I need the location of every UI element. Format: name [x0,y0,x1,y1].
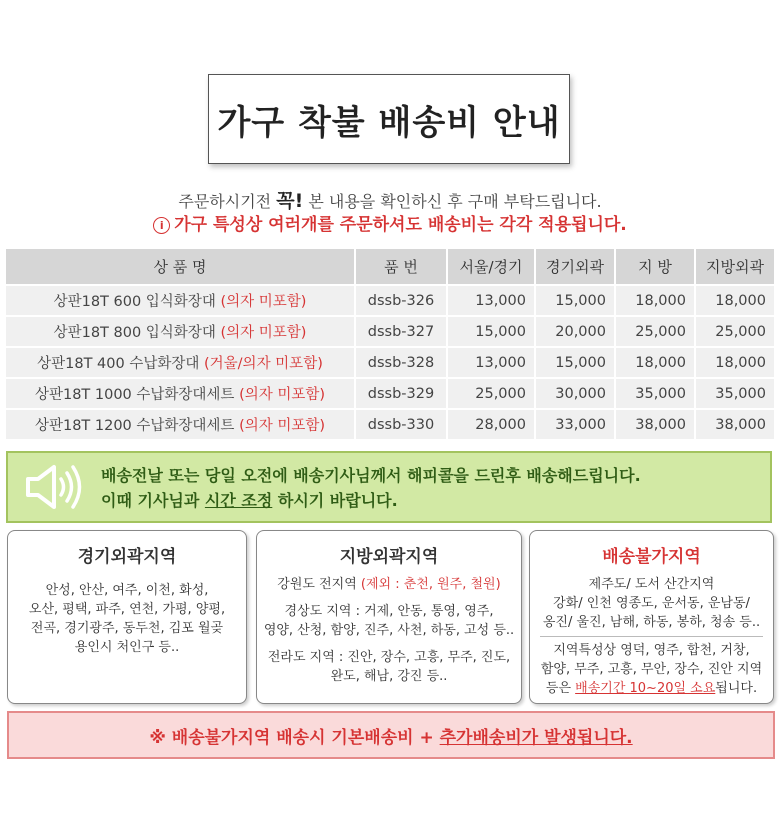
header-product-code: 품 번 [356,249,448,284]
delivery-notice [6,451,772,523]
product-name: 상판18T 600 입식화장대 (의자 미포함) [6,284,356,315]
header-local: 지 방 [616,249,696,284]
price-seoul: 15,000 [448,315,536,346]
table-row [6,377,774,408]
region-body: 강원도 전지역 (제외 : 춘천, 원주, 철원) 경상도 지역 : 거제, 안동, 통영, 영주, 영양, 산청, 함양, 진주, 사천, 하동, 고성 등.. 전라도 지역 : 진안, 장수, 고흥, 무주, 진도, 완도, 해남, 강진 등.. [263,577,515,684]
price-local-outer: 18,000 [696,284,774,315]
info-icon: i [153,217,170,234]
price-gyeonggi-outer: 15,000 [536,346,616,377]
table-row [6,315,774,346]
price-gyeonggi-outer: 33,000 [536,408,616,439]
product-code: dssb-328 [356,346,448,377]
price-seoul: 28,000 [448,408,536,439]
table-row [6,346,774,377]
header-local-outer: 지방외곽 [696,249,774,284]
region-undeliverable [529,530,774,704]
title-box [208,74,570,164]
table-row [6,284,774,315]
product-name: 상판18T 1200 수납화장대세트 (의자 미포함) [6,408,356,439]
table-header-row [6,249,774,284]
region-body: 제주도/ 도서 산간지역 강화/ 인천 영종도, 운서동, 운남동/ 옹진/ 울진, 남해, 하동, 봉하, 청송 등.. [542,577,761,630]
price-local: 25,000 [616,315,696,346]
price-local-outer: 18,000 [696,346,774,377]
region-title: 지방외곽지역 [339,547,439,567]
region-local-outer [256,530,522,704]
price-local-outer: 38,000 [696,408,774,439]
region-title: 경기외곽지역 [77,547,177,567]
price-gyeonggi-outer: 30,000 [536,377,616,408]
intro-line-2: i 가구 특성상 여러개를 주문하셔도 배송비는 각각 적용됩니다. [0,210,780,235]
intro-line-1: 주문하시기전 꼭! 본 내용을 확인하신 후 구매 부탁드립니다. [178,190,602,212]
region-body: 안성, 안산, 여주, 이천, 화성, 오산, 평택, 파주, 연천, 가평, 양평, 전곡, 경기광주, 동두천, 김포 월곶 용인시 처인구 등.. [28,583,226,655]
emphasis-text: 꼭! [276,190,304,212]
region-title: 배송불가지역 [602,547,701,567]
divider [540,636,763,637]
price-local-outer: 25,000 [696,315,774,346]
price-local-outer: 35,000 [696,377,774,408]
product-code: dssb-327 [356,315,448,346]
product-code: dssb-326 [356,284,448,315]
product-code: dssb-330 [356,408,448,439]
price-gyeonggi-outer: 15,000 [536,284,616,315]
speaker-icon [24,463,86,515]
notice-line-2: 이때 기사님과 시간 조정 하시기 바랍니다. [101,491,398,510]
product-name: 상판18T 1000 수납화장대세트 (의자 미포함) [6,377,356,408]
price-seoul: 13,000 [448,346,536,377]
price-local: 38,000 [616,408,696,439]
header-gyeonggi-outer: 경기외곽 [536,249,616,284]
price-seoul: 13,000 [448,284,536,315]
page-title: 가구 착불 배송비 안내 [217,102,561,143]
price-seoul: 25,000 [448,377,536,408]
price-gyeonggi-outer: 20,000 [536,315,616,346]
price-local: 35,000 [616,377,696,408]
region-special-note: 지역특성상 영덕, 영주, 합천, 거창, 함양, 무주, 고흥, 무안, 장수, 진안 지역 등은 배송기간 10~20일 소요됩니다. [540,643,763,696]
notice-line-1: 배송전날 또는 당일 오전에 배송기사님께서 해피콜을 드린후 배송해드립니다. [101,466,641,485]
header-product-name: 상 품 명 [6,249,356,284]
product-name: 상판18T 800 입식화장대 (의자 미포함) [6,315,356,346]
header-seoul: 서울/경기 [448,249,536,284]
price-local: 18,000 [616,284,696,315]
table-row [6,408,774,439]
region-gyeonggi-outer [7,530,247,704]
product-name: 상판18T 400 수납화장대 (거울/의자 미포함) [6,346,356,377]
price-local: 18,000 [616,346,696,377]
product-code: dssb-329 [356,377,448,408]
additional-fee-notice: ※ 배송불가지역 배송시 기본배송비 + 추가배송비가 발생됩니다. [7,711,775,759]
price-table [6,249,774,439]
